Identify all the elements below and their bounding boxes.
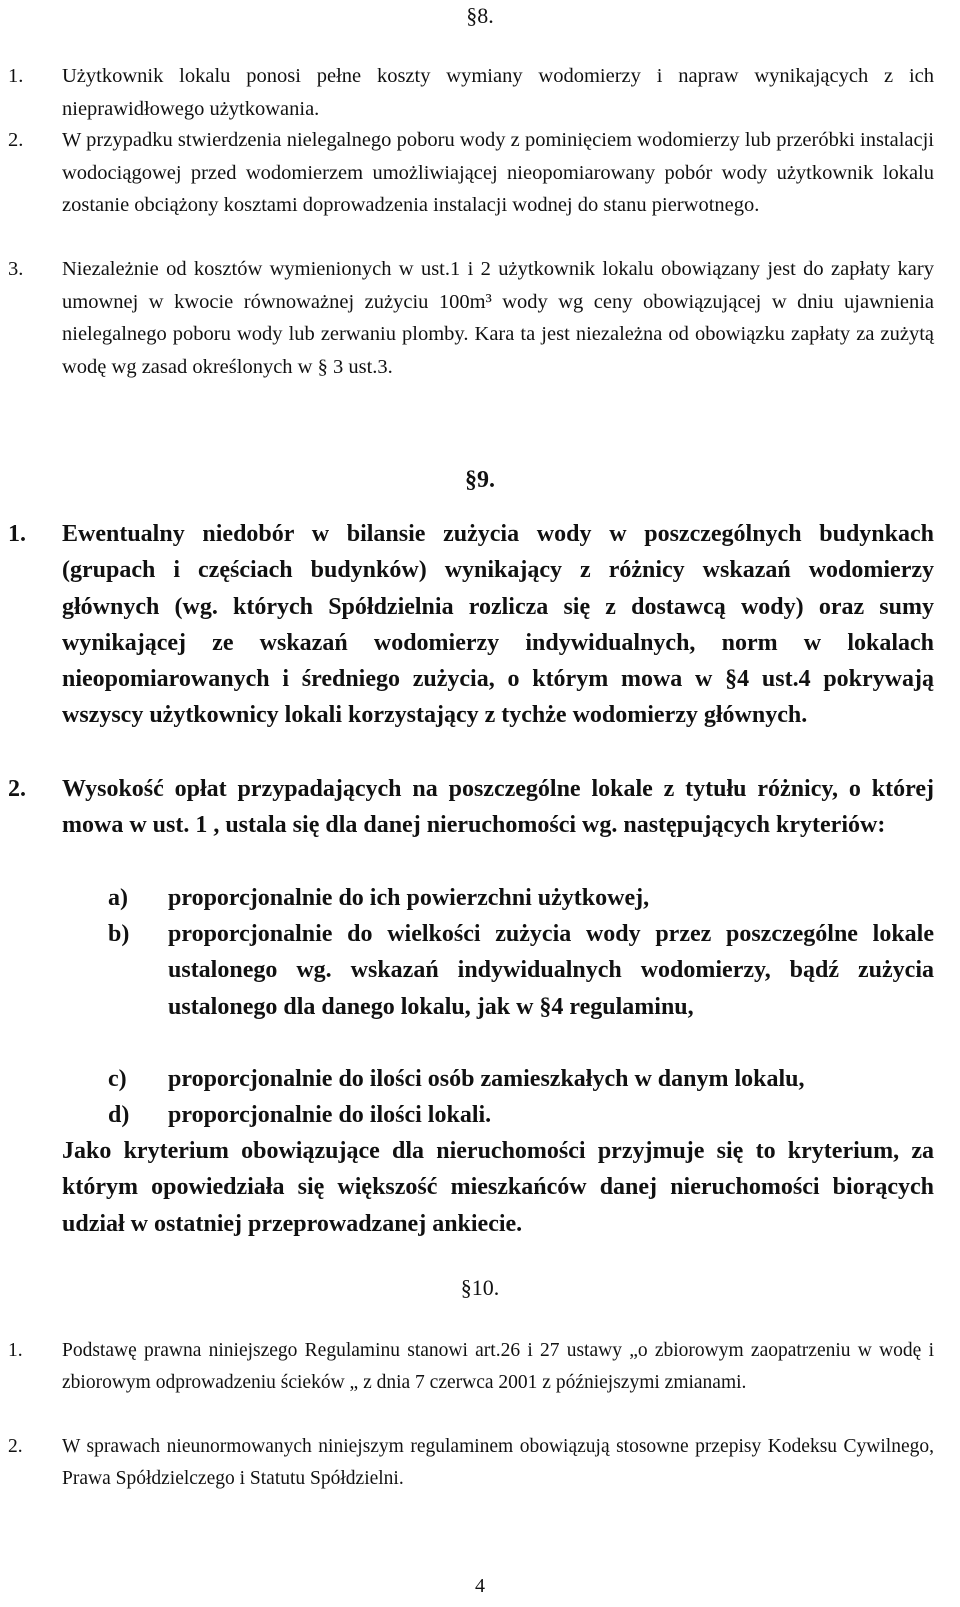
criterion-letter: c) xyxy=(108,1066,127,1092)
section-8-item-1 xyxy=(0,60,960,125)
criterion-b xyxy=(0,916,960,1025)
criterion-letter: b) xyxy=(108,921,130,947)
item-number: 2. xyxy=(8,776,26,802)
item-text: Niezależnie od kosztów wymienionych w ust.1 i 2 użytkownik lokalu obowiązany jest do zapłaty kary umownej w kwocie równoważnej zużyciu 100m³ wody wg ceny obowiązującej w dniu ujawnienia nielegalnego poboru wody lub zerwaniu plomby. Kara ta jest niezależna od obowiązku zapłaty za zużytą wodę wg zasad określonych w § 3 ust.3. xyxy=(62,258,934,378)
item-text: Wysokość opłat przypadających na poszczególne lokale z tytułu różnicy, o której mowa w ust. 1 , ustala się dla danej nieruchomości wg. następujących kryteriów: xyxy=(62,776,934,839)
item-text: W sprawach nieunormowanych niniejszym regulaminem obowiązują stosowne przepisy Kodeksu Cywilnego, Prawa Spółdzielczego i Statutu Spółdzielni. xyxy=(62,1436,934,1489)
section-9-item-2 xyxy=(0,771,960,844)
page-number: 4 xyxy=(475,1575,485,1597)
section-10-heading: §10. xyxy=(460,1275,500,1300)
section-8-item-2 xyxy=(0,124,960,222)
criterion-text: proporcjonalnie do wielkości zużycia wody przez poszczególne lokale ustalonego wg. wskazań indywidualnych wodomierzy, bądź zużycia ustalonego dla danego lokalu, jak w §4 regulaminu, xyxy=(168,921,934,1020)
item-text: Podstawę prawna niniejszego Regulaminu stanowi art.26 i 27 ustawy „o zbiorowym zaopatrzeniu w wodę i zbiorowym odprowadzeniu ścieków „ z dnia 7 czerwca 2001 z późniejszymi zmianami. xyxy=(62,1340,934,1393)
section-10-item-1 xyxy=(0,1335,960,1398)
item-text: Użytkownik lokalu ponosi pełne koszty wymiany wodomierzy i napraw wynikających z ich nieprawidłowego użytkowania. xyxy=(62,65,934,120)
criterion-d xyxy=(0,1097,960,1133)
section-8-item-3 xyxy=(0,253,960,383)
criterion-text: proporcjonalnie do ich powierzchni użytkowej, xyxy=(168,885,650,911)
section-8-heading: §8. xyxy=(466,3,494,28)
item-text: Ewentualny niedobór w bilansie zużycia wody w poszczególnych budynkach (grupach i częściach budynków) wynikający z różnicy wskazań wodomierzy głównych (wg. których Spółdzielnia rozlicza się z dostawcą wody) oraz sumy wynikającej ze wskazań wodomierzy indywidualnych, norm w lokalach nieopomiarowanych i średniego zużycia, o którym mowa w §4 ust.4 pokrywają wszyscy użytkownicy lokali korzystający z tychże wodomierzy głównych. xyxy=(62,521,934,729)
criterion-letter: a) xyxy=(108,885,128,911)
criterion-a xyxy=(0,880,960,916)
section-10-item-2 xyxy=(0,1431,960,1494)
item-number: 2. xyxy=(8,1436,23,1457)
item-number: 2. xyxy=(8,129,24,151)
criterion-letter: d) xyxy=(108,1102,130,1128)
criterion-text: proporcjonalnie do ilości lokali. xyxy=(168,1102,492,1128)
item-number: 3. xyxy=(8,258,24,280)
item-number: 1. xyxy=(8,1340,23,1361)
item-text: W przypadku stwierdzenia nielegalnego poboru wody z pominięciem wodomierzy lub przeróbki instalacji wodociągowej przed wodomierzem umożliwiającej nieopomiarowany pobór wody użytkownik lokalu zostanie obciążony kosztami doprowadzenia instalacji wodnej do stanu pierwotnego. xyxy=(62,129,934,216)
item-number: 1. xyxy=(8,65,24,87)
section-9-heading: §9. xyxy=(465,467,495,493)
criterion-text: proporcjonalnie do ilości osób zamieszkałych w danym lokalu, xyxy=(168,1066,805,1092)
criterion-c xyxy=(0,1061,960,1097)
item-number: 1. xyxy=(8,521,26,547)
section-9-closing-paragraph: Jako kryterium obowiązujące dla nieruchomości przyjmuje się to kryterium, za którym opowiedziała się większość mieszkańców danej nieruchomości biorących udział w ostatniej przeprowadzanej ankiecie. xyxy=(62,1138,934,1237)
section-9-item-1 xyxy=(0,516,960,734)
